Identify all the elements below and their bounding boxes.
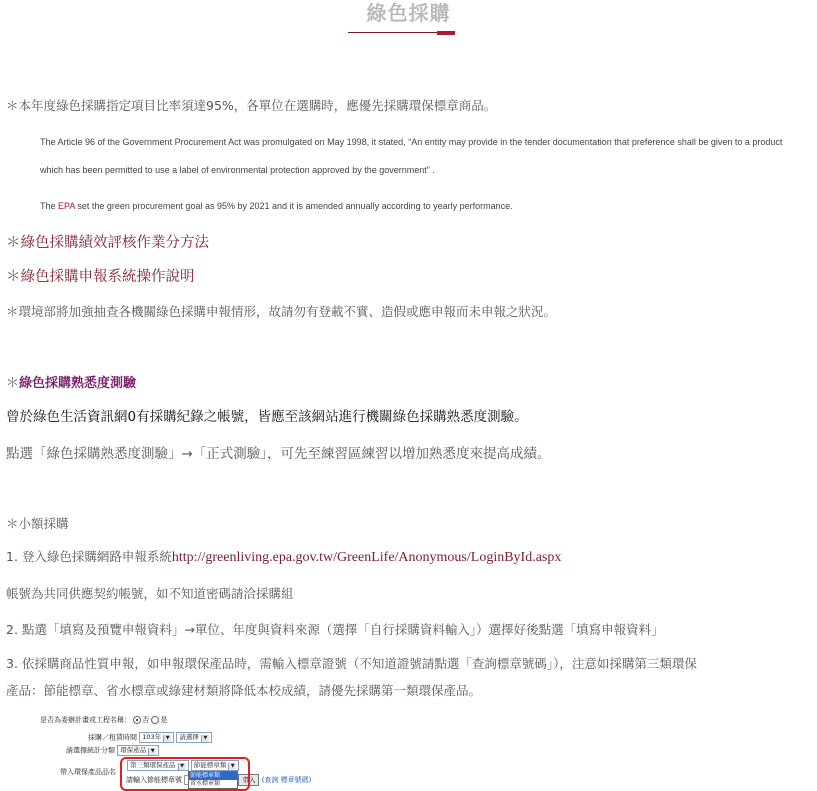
dropdown-option[interactable]: 節能標章類 <box>189 772 237 780</box>
evaluation-method-label[interactable]: 綠色採購績效評核作業分方法 <box>20 235 209 251</box>
year-select-value: 103年 <box>142 733 162 741</box>
greenliving-login-link[interactable]: http://greenliving.epa.gov.tw/GreenLife/Anonymous/LoginById.aspx <box>171 550 562 565</box>
chevron-down-icon: ▼ <box>201 735 209 742</box>
epa-link[interactable]: EPA <box>58 201 75 211</box>
notice-en-line3-post: set the green procurement goal as 95% by 2021 and it is amended annually according to yearly performance. <box>74 201 513 211</box>
notice-en-line1: The Article 96 of the Government Procurement Act was promulgated on May 1998, it stated, “An entity may provide in the tender documentation that preference shall be given to a product <box>40 137 783 147</box>
month-select[interactable] <box>176 732 212 743</box>
quiz-line1: 曾於綠色生活資訊網0有採購紀錄之帳號，皆應至該網站進行機關綠色採購熟悉度測驗。 <box>6 409 528 425</box>
page-title: 綠色採購 <box>366 1 451 25</box>
account-note: 帳號為共同供應契約帳號，如不知道密碼請洽採購組 <box>6 586 294 601</box>
product-row <box>60 767 116 777</box>
query-cert-link[interactable]: (查詢 標章號碼) <box>261 776 312 784</box>
commission-row <box>40 715 167 725</box>
notice-audit: ＊環境部將加強抽查各機關綠色採購申報情形，故請勿有登載不實、造假或應申報而未申報之狀況。 <box>6 304 557 319</box>
bullet-star: ＊ <box>6 235 21 251</box>
chevron-down-icon: ▼ <box>163 735 171 742</box>
chevron-down-icon: ▼ <box>148 748 156 755</box>
small-purchase-heading: ＊小額採購 <box>6 516 69 531</box>
step2: 2. 點選「填寫及預覽申報資料」→單位、年度與資料來源（選擇「自行採購資料輸入」）選擇好後點選「填寫申報資料」 <box>6 622 664 637</box>
dropdown-option[interactable]: 省水標章類 <box>190 780 221 787</box>
notice-en-line2: which has been permitted to use a label of environmental protection approved by the government” . <box>40 165 435 175</box>
stat-label: 請選擇統計分類 <box>66 746 115 755</box>
type-select-value: 第三類環保產品 <box>130 761 176 769</box>
notice-ratio: ＊本年度綠色採購指定項目比率須達95%，各單位在選購時，應優先採購環保標章商品。 <box>6 98 497 113</box>
bullet-star: ＊ <box>6 269 21 285</box>
year-select[interactable] <box>139 732 174 743</box>
title-underline-accent <box>437 31 455 35</box>
date-row <box>88 732 212 743</box>
radio-no-label: 否 <box>142 716 150 724</box>
stat-select[interactable] <box>117 745 159 756</box>
form-screenshot <box>40 712 380 786</box>
stat-select-value: 環保產品 <box>120 746 147 754</box>
product-label: 帶入環保產品品名 <box>60 768 116 776</box>
radio-no[interactable] <box>133 716 141 724</box>
quiz-heading[interactable] <box>6 372 136 391</box>
radio-yes-label: 是 <box>160 716 168 724</box>
chevron-down-icon: ▼ <box>228 763 236 770</box>
cert-select-value: 節能標章類 <box>193 761 227 769</box>
step1-text: 1. 登入綠色採購網路申報系統 <box>6 549 172 564</box>
notice-en-line3 <box>40 201 513 211</box>
system-manual-link[interactable] <box>6 265 195 286</box>
commission-label: 是否為委辦計畫或工程名稱： <box>40 716 131 724</box>
system-manual-label[interactable]: 綠色採購申報系統操作說明 <box>20 269 195 285</box>
step3-line2: 產品：節能標章、省水標章或綠建材類將降低本校成績，請優先採購第一類環保產品。 <box>6 683 482 698</box>
quiz-line2: 點選「綠色採購熟悉度測驗」→「正式測驗」，可先至練習區練習以增加熟悉度來提高成績。 <box>6 446 551 462</box>
cert-input-label: 請輸入節能標章號 <box>126 776 182 784</box>
step1 <box>6 547 561 566</box>
radio-yes[interactable] <box>151 716 159 724</box>
import-button[interactable]: 帶入 <box>238 774 259 786</box>
quiz-heading-label[interactable]: 綠色採購熟悉度測驗 <box>19 376 137 391</box>
stat-row <box>66 745 159 756</box>
notice-en-line3-pre: The <box>40 201 59 211</box>
date-label: 採購／租賃時間 <box>88 733 137 742</box>
month-select-value: 請選擇 <box>179 733 199 741</box>
step3-line1: 3. 依採購商品性質申報，如申報環保產品時，需輸入標章證號（不知道證號請點選「查詢標章號碼」），注意如採購第三類環保 <box>6 656 697 671</box>
chevron-down-icon: ▼ <box>178 763 186 770</box>
evaluation-method-link[interactable] <box>6 231 209 252</box>
bullet-star: ＊ <box>6 376 20 391</box>
